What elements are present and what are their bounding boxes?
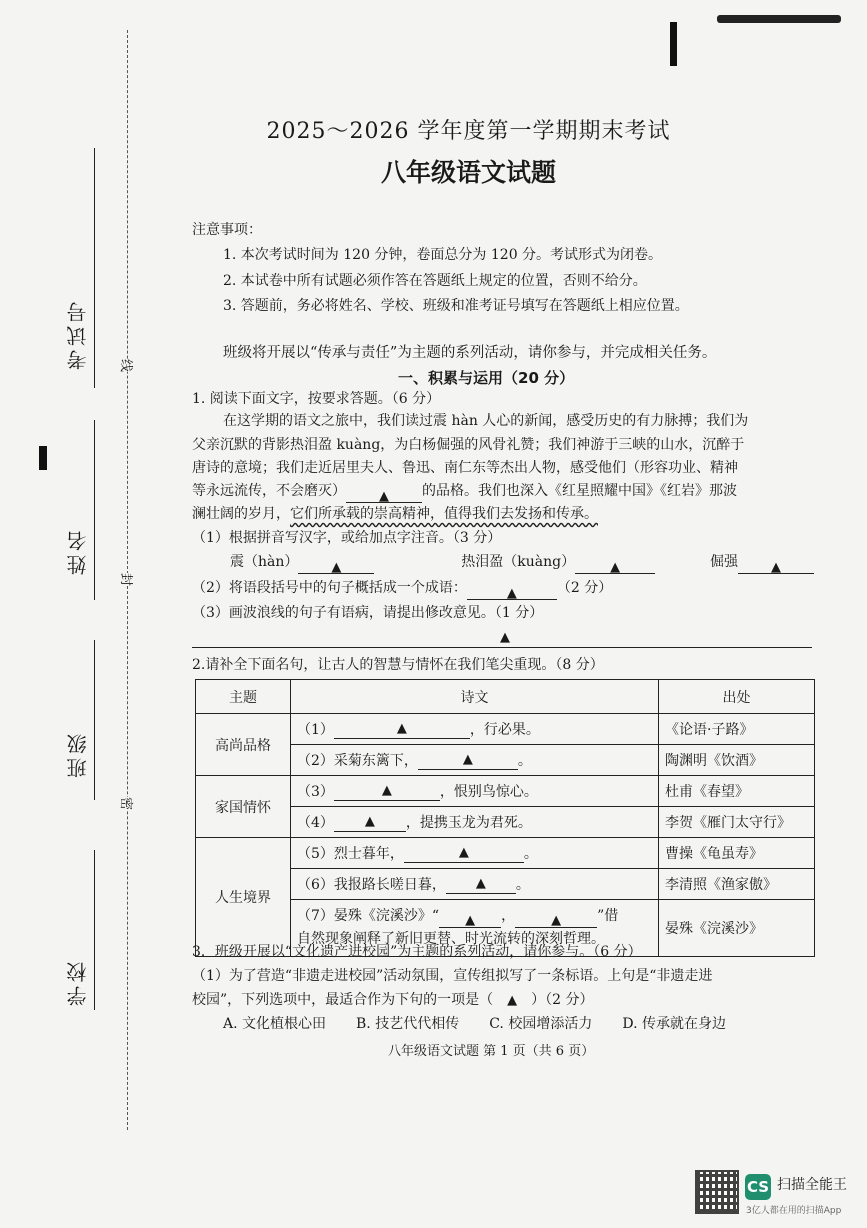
source-cell: 《论语·子路》 [659, 714, 815, 745]
q3-sub1-line1: （1）为了营造“非遗走进校园”活动氛围，宣传组拟写了一条标语。上句是“非遗走进 [192, 968, 713, 984]
q1-sub2: （2）将语段括号中的句子概括成一个成语： ▲ （2 分） [192, 580, 613, 601]
col-header: 出处 [659, 680, 815, 714]
note-item: 3. 答题前，务必将姓名、学校、班级和准考证号填写在答题纸上相应位置。 [223, 298, 689, 314]
verse-blank[interactable]: ▲ [334, 813, 406, 832]
q1-para-text: 澜壮阔的岁月， [192, 506, 290, 522]
verse-cell: （5）烈士暮年， ▲ 。 [291, 838, 659, 869]
brand-slogan: 3亿人都在用的扫描App [746, 1206, 842, 1216]
section-heading: 一、积累与运用（20 分） [398, 369, 575, 387]
q1-stem: 1. 阅读下面文字，按要求答题。（6 分） [192, 391, 441, 407]
q1-para-tail: 的品格。我们也深入《红星照耀中国》《红岩》那波 [422, 483, 737, 499]
option-d[interactable]: D. 传承就在身边 [622, 1016, 726, 1032]
verse-explanation: 自然现象阐释了新旧更替、时光流转的深刻哲理。 [297, 931, 605, 947]
exam-title: 2025～2026 学年度第一学期期末考试 [266, 119, 671, 144]
q1-para-text: 等永远流传，不会磨灭） [192, 483, 346, 499]
source-cell: 陶渊明《饮酒》 [659, 745, 815, 776]
verse-cell: （7）晏殊《浣溪沙》“ ▲ ， ▲ ”借 自然现象阐释了新旧更替、时光流转的深刻哲理。 [291, 900, 659, 957]
note-item: 1. 本次考试时间为 120 分钟，卷面总分为 120 分。考试形式为闭卷。 [223, 247, 663, 263]
option-b[interactable]: B. 技艺代代相传 [356, 1016, 460, 1032]
brand-name: 扫描全能王 [777, 1177, 847, 1193]
source-cell: 晏殊《浣溪沙》 [659, 900, 815, 957]
theme-cell: 高尚品格 [196, 714, 291, 776]
verse-cell: （6）我报路长嗟日暮， ▲ 。 [291, 869, 659, 900]
word-2-blank[interactable]: ▲ [575, 555, 655, 574]
cut-label-seal: 封 [118, 573, 137, 586]
source-cell: 曹操《龟虽寿》 [659, 838, 815, 869]
cut-label-line: 线 [118, 359, 137, 372]
q3-options [223, 1012, 726, 1036]
q1-para-line4 [192, 479, 737, 503]
q1-para-line: 唐诗的意境；我们走近居里夫人、鲁迅、南仁东等杰出人物，感受他们（形容功业、精神 [192, 460, 738, 476]
note-item: 2. 本试卷中所有试题必须作答在答题纸上规定的位置，否则不给分。 [223, 273, 647, 289]
source-cell: 李贺《雁门太守行》 [659, 807, 815, 838]
word-3: 倔强 [710, 554, 739, 570]
page-footer: 八年级语文试题 第 1 页（共 6 页） [388, 1044, 595, 1059]
verse-blank[interactable]: ▲ [515, 909, 597, 928]
q1-sub3: （3）画波浪线的句子有语病，请提出修改意见。（1 分） [192, 605, 544, 621]
q1-answer-blank[interactable]: ▲ [346, 484, 422, 503]
q1-para-line: 父亲沉默的背影热泪盈 kuàng，为白杨倔强的风骨礼赞；我们神游于三峡的山水，沉醉于 [192, 437, 745, 453]
option-a[interactable]: A. 文化植根心田 [223, 1016, 327, 1032]
source-cell: 杜甫《春望》 [659, 776, 815, 807]
verse-blank[interactable]: ▲ [439, 909, 501, 928]
intro-text: 班级将开展以“传承与责任”为主题的系列活动，请你参与，并完成相关任务。 [223, 345, 717, 361]
exam-no-label: 考试号 [66, 298, 90, 370]
q1-para-line: 在这学期的语文之旅中，我们读过震 hàn 人心的新闻，感受历史的有力脉搏；我们为 [223, 413, 749, 429]
q1-sub2-blank[interactable]: ▲ [467, 581, 557, 600]
word-3-blank[interactable]: ▲ [738, 555, 814, 574]
theme-cell: 家国情怀 [196, 776, 291, 838]
side-mark [39, 446, 47, 470]
q1-para-line5 [192, 502, 598, 526]
name-line [94, 420, 95, 600]
verse-blank[interactable]: ▲ [334, 720, 470, 739]
verse-cell: （1） ▲ ，行必果。 [291, 714, 659, 745]
word-2: 热泪盈（kuàng） [461, 554, 576, 570]
cut-label-dense: 密 [118, 797, 137, 810]
name-label: 姓名 [66, 527, 90, 575]
q1-sub3-mark: ▲ [500, 630, 510, 645]
scan-mark-top [717, 15, 841, 23]
word-1-blank[interactable]: ▲ [298, 555, 374, 574]
class-line [94, 640, 95, 800]
qr-code [695, 1170, 739, 1214]
verse-cell: （4） ▲ ，提携玉龙为君死。 [291, 807, 659, 838]
scan-mark-bar [670, 22, 677, 66]
q1-sub3-answer-line[interactable] [192, 647, 812, 648]
notes-heading: 注意事项： [192, 222, 262, 238]
school-label: 学校 [66, 958, 90, 1006]
q1-sub1: （1）根据拼音写汉字，或给加点字注音。（3 分） [192, 530, 502, 546]
theme-cell: 人生境界 [196, 838, 291, 957]
verse-blank[interactable]: ▲ [334, 782, 440, 801]
q2-table [195, 679, 815, 957]
verse-blank[interactable]: ▲ [418, 751, 518, 770]
cs-logo: CS [745, 1174, 771, 1200]
verse-blank[interactable]: ▲ [446, 875, 516, 894]
q3-sub1-line2: 校园”，下列选项中，最适合作为下句的一项是（ ▲ ）（2 分） [192, 992, 594, 1008]
q3-answer-mark[interactable]: ▲ [507, 993, 518, 1008]
class-label: 班级 [66, 730, 90, 778]
q3-stem: 3．班级开展以“文化遗产进校园”为主题的系列活动，请你参与。（6 分） [192, 944, 642, 960]
option-c[interactable]: C. 校园增添活力 [489, 1016, 593, 1032]
verse-cell: （2）采菊东篱下， ▲ 。 [291, 745, 659, 776]
q1-sub1-words [230, 550, 814, 574]
verse-cell: （3） ▲ ，恨别鸟惊心。 [291, 776, 659, 807]
verse-blank[interactable]: ▲ [404, 844, 524, 863]
school-line [94, 850, 95, 1010]
col-header: 主题 [196, 680, 291, 714]
word-1: 震（hàn） [230, 554, 299, 570]
source-cell: 李清照《渔家傲》 [659, 869, 815, 900]
col-header: 诗文 [291, 680, 659, 714]
q1-wavy-sentence: 它们所承载的崇高精神，值得我们去发扬和传承。 [290, 506, 598, 522]
exam-subtitle: 八年级语文试题 [380, 158, 556, 187]
q2-stem: 2.请补全下面名句，让古人的智慧与情怀在我们笔尖重现。（8 分） [192, 657, 604, 673]
